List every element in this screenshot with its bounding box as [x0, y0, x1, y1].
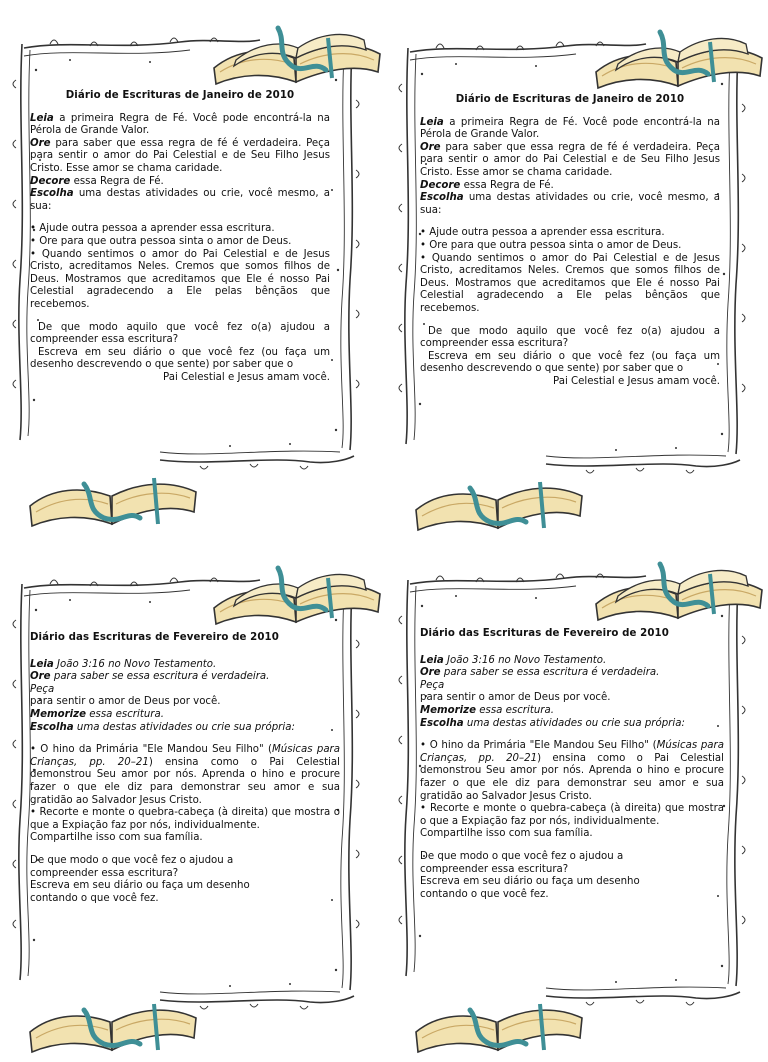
choose-instruction: Escolha uma destas atividades ou crie, você mesmo, a sua: [30, 188, 330, 212]
ask-instruction: para sentir o amor de Deus por você. [30, 696, 221, 708]
journal-card-february-2 [396, 556, 748, 1018]
activity-item: • O hino da Primária "Ele Mandou Seu Filho" (Músicas para Crianças, pp. 20–21) ensina como o Pai Celestial demonstrou Seu amor por nós. Aprenda o hino e procure fazer o que ele diz para demonstrar seu amor e sua gratidão ao Salvador Jesus Cristo. [420, 740, 724, 802]
open-book-icon [588, 24, 768, 94]
activity-item: • Ajude outra pessoa a aprender essa escritura. [420, 227, 665, 239]
activity-item: • Recorte e monte o quebra-cabeça (à direita) que mostra o que a Expiação faz por nós, individualmente. [420, 803, 724, 827]
ask-label: Peça [30, 683, 55, 695]
memorize-instruction: Memorize essa escritura. [420, 704, 554, 716]
choose-instruction: Escolha uma destas atividades ou crie, você mesmo, a sua: [420, 192, 720, 216]
ask-label: Peça [420, 679, 445, 691]
share-instruction: Compartilhe isso com sua família. [420, 828, 593, 840]
reflection-question: De que modo o que você fez o ajudou a compreender essa escritura? [30, 854, 234, 879]
read-instruction: Leia a primeira Regra de Fé. Você pode encontrá-la na Pérola de Grande Valor. [30, 112, 330, 137]
pray-instruction: Ore para saber que essa regra de fé é verdadeira. Peça para sentir o amor do Pai Celestial e de Seu Filho Jesus Cristo. Esse amor se chama caridade. [420, 141, 720, 178]
read-instruction: Leia João 3:16 no Novo Testamento. [420, 654, 607, 666]
pray-instruction: Ore para saber se essa escritura é verdadeira. [420, 667, 660, 679]
journal-card-february-1 [10, 560, 362, 1022]
card-content [30, 632, 340, 905]
open-book-icon [410, 992, 590, 1062]
open-book-icon [24, 466, 204, 536]
journal-card-january-2 [396, 24, 748, 486]
journal-instruction: Escreva em seu diário o que você fez (ou faça um desenho descrevendo o que sente) por saber que o [30, 346, 330, 371]
open-book-icon [588, 556, 768, 626]
journal-instruction-end: Pai Celestial e Jesus amam você. [163, 371, 330, 383]
pray-instruction: Ore para saber que essa regra de fé é verdadeira. Peça para sentir o amor do Pai Celestial e de Seu Filho Jesus Cristo. Esse amor se chama caridade. [30, 137, 330, 174]
activity-item: • Ore para que outra pessoa sinta o amor de Deus. [30, 235, 292, 247]
pray-instruction: Ore para saber se essa escritura é verdadeira. [30, 671, 270, 683]
memorize-instruction: Memorize essa escritura. [30, 708, 164, 720]
choose-instruction: Escolha uma destas atividades ou crie sua própria: [30, 721, 295, 733]
card-title: Diário de Escrituras de Janeiro de 2010 [65, 90, 295, 101]
card-content [420, 94, 720, 388]
share-instruction: Compartilhe isso com sua família. [30, 832, 203, 844]
activity-item: • Recorte e monte o quebra-cabeça (à direita) que mostra o que a Expiação faz por nós, individualmente. [30, 807, 340, 831]
card-title: Diário das Escrituras de Fevereiro de 2010 [420, 628, 669, 639]
activity-item: • Ore para que outra pessoa sinta o amor de Deus. [420, 239, 682, 251]
card-title: Diário das Escrituras de Fevereiro de 2010 [30, 632, 279, 643]
read-instruction: Leia a primeira Regra de Fé. Você pode encontrá-la na Pérola de Grande Valor. [420, 116, 720, 141]
reflection-question: De que modo aquilo que você fez o(a) ajudou a compreender essa escritura? [420, 325, 720, 350]
open-book-icon [206, 560, 386, 630]
activity-item: • O hino da Primária "Ele Mandou Seu Filho" (Músicas para Crianças, pp. 20–21) ensina como o Pai Celestial demonstrou Seu amor por nós. Aprenda o hino e procure fazer o que ele diz para demonstrar seu amor e sua gratidão ao Salvador Jesus Cristo. [30, 744, 340, 806]
memorize-instruction: Decore essa Regra de Fé. [420, 179, 554, 191]
card-content [420, 628, 724, 901]
journal-instruction: Escreva em seu diário ou faça um desenho contando o que você fez. [420, 876, 640, 900]
open-book-icon [24, 992, 204, 1062]
activity-item: • Quando sentimos o amor do Pai Celestial e de Jesus Cristo, acreditamos Neles. Cremos que somos filhos de Deus. Mostramos que acreditamos que Ele é nosso Pai Celestial agradecendo a Ele pelas bênçãos que recebemos. [30, 248, 330, 310]
reflection-question: De que modo o que você fez o ajudou a compreender essa escritura? [420, 850, 624, 875]
choose-instruction: Escolha uma destas atividades ou crie sua própria: [420, 717, 685, 729]
card-title: Diário de Escrituras de Janeiro de 2010 [455, 94, 685, 105]
reflection-question: De que modo aquilo que você fez o(a) ajudou a compreender essa escritura? [30, 321, 330, 346]
journal-card-january-1 [10, 20, 362, 482]
journal-instruction: Escreva em seu diário ou faça um desenho contando o que você fez. [30, 880, 250, 904]
journal-instruction-end: Pai Celestial e Jesus amam você. [553, 375, 720, 387]
card-content [30, 90, 330, 384]
activity-item: • Ajude outra pessoa a aprender essa escritura. [30, 223, 275, 235]
open-book-icon [410, 470, 590, 540]
activity-item: • Quando sentimos o amor do Pai Celestial e de Jesus Cristo, acreditamos Neles. Cremos que somos filhos de Deus. Mostramos que acreditamos que Ele é nosso Pai Celestial agradecendo a Ele pelas bênçãos que recebemos. [420, 252, 720, 314]
journal-instruction: Escreva em seu diário o que você fez (ou faça um desenho descrevendo o que sente) por saber que o [420, 350, 720, 375]
memorize-instruction: Decore essa Regra de Fé. [30, 175, 164, 187]
ask-instruction: para sentir o amor de Deus por você. [420, 692, 611, 704]
read-instruction: Leia João 3:16 no Novo Testamento. [30, 658, 217, 670]
open-book-icon [206, 20, 386, 90]
